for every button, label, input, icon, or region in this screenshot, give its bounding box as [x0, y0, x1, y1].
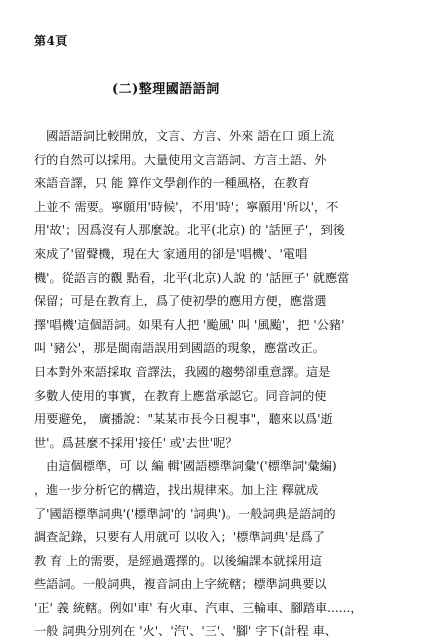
- text-line: 由這個標準，可 以 編 輯'國語標準詞彙'('標準詞'彙編): [34, 459, 337, 474]
- section-heading: (二)整理國語語詞: [112, 82, 220, 97]
- text-line: 上並不 需要。寧願用'時候'，不用'時'；寧願用'所以'，不: [34, 199, 339, 214]
- text-line: 叫 '豬公'，那是閩南語誤用到國語的現象，應當改正。: [34, 341, 325, 356]
- text-line: 一般 詞典分別列在 '火'、'汽'、'三'、'腳' 字下(計程 車、: [34, 624, 337, 639]
- text-line: 多數人使用的事實，在教育上應當承認它。同音詞的使: [34, 388, 327, 403]
- text-line: ，進一步分析它的構造，找出規律來。加上注 釋就成: [34, 482, 319, 497]
- text-line: 用要避免， 廣播說："某某市長今日視事"，聽來以爲'逝: [34, 412, 333, 427]
- text-line: 行的自然可以採用。大量使用文言語詞、方言土語、外: [34, 152, 327, 167]
- text-line: 世'。爲甚麼不採用'接任' 或'去世'呢？: [34, 435, 238, 450]
- text-line: 來成了'留聲機，現在大 家通用的卻是'唱機'、'電唱: [34, 246, 308, 261]
- text-line: 來語音譯，只 能 算作文學創作的一種風格，在教育: [34, 176, 310, 191]
- text-line: 了'國語標準詞典'('標準詞'的 '詞典')。一般詞典是語詞的: [34, 506, 336, 521]
- text-line: 調查記錄，只要有人用就可 以收入；'標準詞典'是爲了: [34, 530, 325, 545]
- text-line: 用'故'；因爲沒有人那麼說。北平(北京) 的 '話匣子'，到後: [34, 223, 345, 238]
- text-line: 些語詞。一般詞典，複音詞由上字統轄；標準詞典要以: [34, 577, 327, 592]
- text-line: 教 育 上的需要，是經過選擇的。以後編課本就採用這: [34, 553, 323, 568]
- page-number: 第4頁: [34, 34, 68, 48]
- text-line: 日本對外來語採取 音譯法，我國的趨勢卻重意譯。這是: [34, 364, 331, 379]
- body-text: [34, 125, 404, 644]
- text-line: 擇'唱機'這個語詞。如果有人把 '颱風' 叫 '風颱'，把 '公豬': [34, 317, 345, 332]
- text-line: 保留；可是在教育上，爲了使初學的應用方便，應當選: [34, 294, 327, 309]
- text-line: 國語語詞比較開放，文言、方言、外來 語在口 頭上流: [34, 129, 335, 143]
- text-line: 機'。從語言的觀 點看，北平(北京)人說 的 '話匣子' 就應當: [34, 270, 350, 285]
- text-line: '正' 義 統轄。例如'車' 有火車、汽車、三輪車、腳踏車......，: [34, 600, 363, 615]
